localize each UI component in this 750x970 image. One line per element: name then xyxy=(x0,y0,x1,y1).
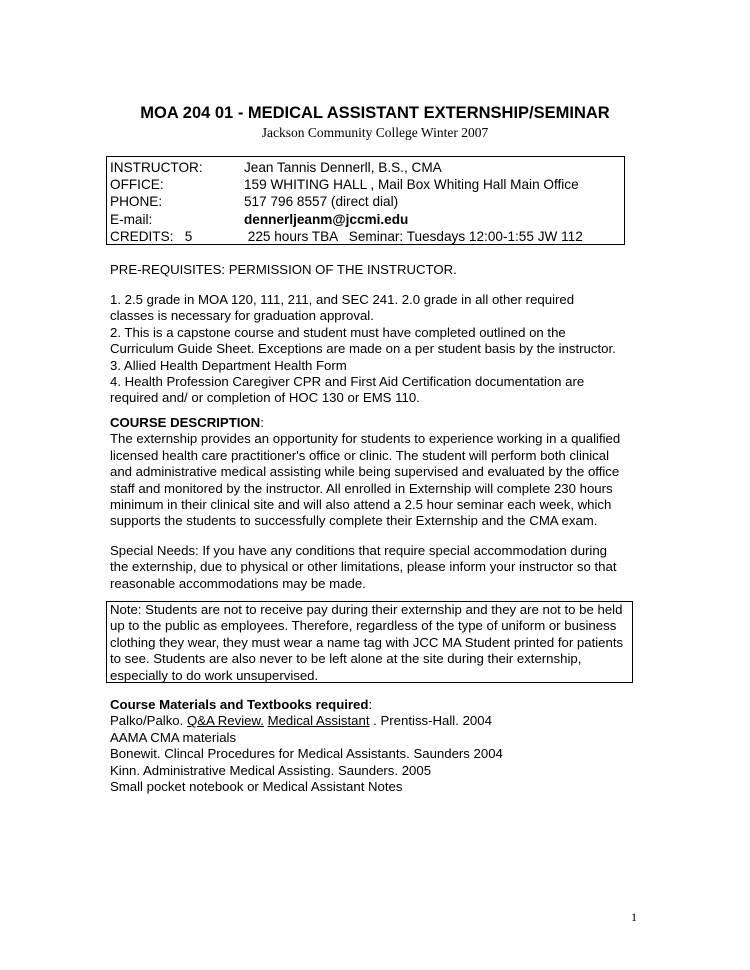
document-subtitle: Jackson Community College Winter 2007 xyxy=(261,125,489,140)
heading-text: COURSE DESCRIPTION xyxy=(110,415,261,430)
prereq-line: 1. 2.5 grade in MOA 120, 111, 211, and SEC 241. 2.0 grade in all other required xyxy=(110,292,575,307)
prereq-line: required and/ or completion of HOC 130 or EMS 110. xyxy=(110,390,420,406)
note-line: up to the public as employees. Therefore, regardless of the type of uniform or business xyxy=(110,618,617,634)
description-line: licensed health care practitioner's office or clinic. The student will perform both clinical xyxy=(110,447,609,463)
course-description xyxy=(110,415,640,530)
document-title: MOA 204 01 - MEDICAL ASSISTANT EXTERNSHIP/SEMINAR xyxy=(140,104,610,122)
material-publisher: . Prentiss-Hall. 2004 xyxy=(369,713,492,729)
info-value: 517 796 8557 (direct dial) xyxy=(244,194,399,210)
info-label: CREDITS: 5 xyxy=(110,228,193,244)
special-needs xyxy=(110,543,640,592)
prerequisites-heading: PRE-REQUISITES: PERMISSION OF THE INSTRUCTOR. xyxy=(110,262,457,277)
description-line: and administrative medical assisting while being supervised and evaluated by the office xyxy=(110,464,620,480)
course-description-heading xyxy=(110,415,640,431)
info-label: E-mail: xyxy=(110,211,153,227)
prereq-line: Curriculum Guide Sheet. Exceptions are made on a per student basis by the instructor. xyxy=(110,341,616,357)
special-needs-line: Special Needs: If you have any conditions that require special accommodation during xyxy=(110,543,608,558)
info-label: INSTRUCTOR: xyxy=(110,160,203,175)
info-value: Jean Tannis Dennerll, B.S., CMA xyxy=(244,160,442,175)
note-box xyxy=(106,601,633,683)
material-item: AAMA CMA materials xyxy=(110,729,237,745)
special-needs-line: reasonable accommodations may be made. xyxy=(110,575,366,591)
prereq-line: 2. This is a capstone course and student must have completed outlined on the xyxy=(110,324,566,340)
material-title: Medical Assistant xyxy=(267,713,370,729)
info-label: OFFICE: xyxy=(110,177,164,193)
note-line: Note: Students are not to receive pay during their externship and they are not to be held xyxy=(110,602,623,617)
description-line: supports the students to successfully complete their Externship and the CMA exam. xyxy=(110,513,598,529)
prereq-line: 3. Allied Health Department Health Form xyxy=(110,357,347,373)
heading-text: Course Materials and Textbooks required xyxy=(110,697,369,712)
material-author: Palko/Palko. xyxy=(110,713,187,729)
page-number: 1 xyxy=(631,910,637,924)
email-address: dennerljeanm@jccmi.edu xyxy=(244,211,409,227)
info-value: 225 hours TBA Seminar: Tuesdays 12:00-1:55 JW 112 xyxy=(244,228,583,244)
note-line: clothing they wear, they must wear a name tag with JCC MA Student printed for patients xyxy=(110,634,624,650)
prereq-line: 4. Health Profession Caregiver CPR and First Aid Certification documentation are xyxy=(110,374,585,390)
note-line: to see. Students are also never to be left alone at the site during their externship, xyxy=(110,651,582,667)
course-materials-heading xyxy=(110,697,640,713)
material-item: Small pocket notebook or Medical Assistant Notes xyxy=(110,779,403,795)
description-line: The externship provides an opportunity for students to experience working in a qualified xyxy=(110,431,621,447)
info-row-email xyxy=(110,211,624,228)
info-value: 159 WHITING HALL , Mail Box Whiting Hall Main Office xyxy=(244,177,579,193)
material-title: Q&A Review. xyxy=(186,713,264,729)
heading-colon: : xyxy=(260,415,264,430)
info-label: PHONE: xyxy=(110,194,163,210)
info-row-office xyxy=(110,176,624,193)
prerequisites-list xyxy=(110,292,640,407)
material-item: Kinn. Administrative Medical Assisting. Saunders. 2005 xyxy=(110,762,432,778)
material-item-palko xyxy=(110,713,640,729)
info-row-credits xyxy=(110,228,624,245)
material-item: Bonewit. Clincal Procedures for Medical Assistants. Saunders 2004 xyxy=(110,746,503,762)
note-line: especially to do work unsupervised. xyxy=(110,667,319,683)
course-info-box xyxy=(106,156,625,245)
info-row-phone xyxy=(110,193,624,210)
course-materials xyxy=(110,697,640,795)
heading-colon: : xyxy=(368,697,373,712)
prereq-line: classes is necessary for graduation approval. xyxy=(110,308,374,324)
info-row-instructor xyxy=(110,159,624,176)
description-line: minimum in their clinical site and will also attend a 2.5 hour seminar each week, which xyxy=(110,497,612,513)
special-needs-line: the externship, due to physical or other limitations, please inform your instructor so that xyxy=(110,559,617,575)
description-line: staff and monitored by the instructor. All enrolled in Externship will complete 230 hours xyxy=(110,480,613,496)
